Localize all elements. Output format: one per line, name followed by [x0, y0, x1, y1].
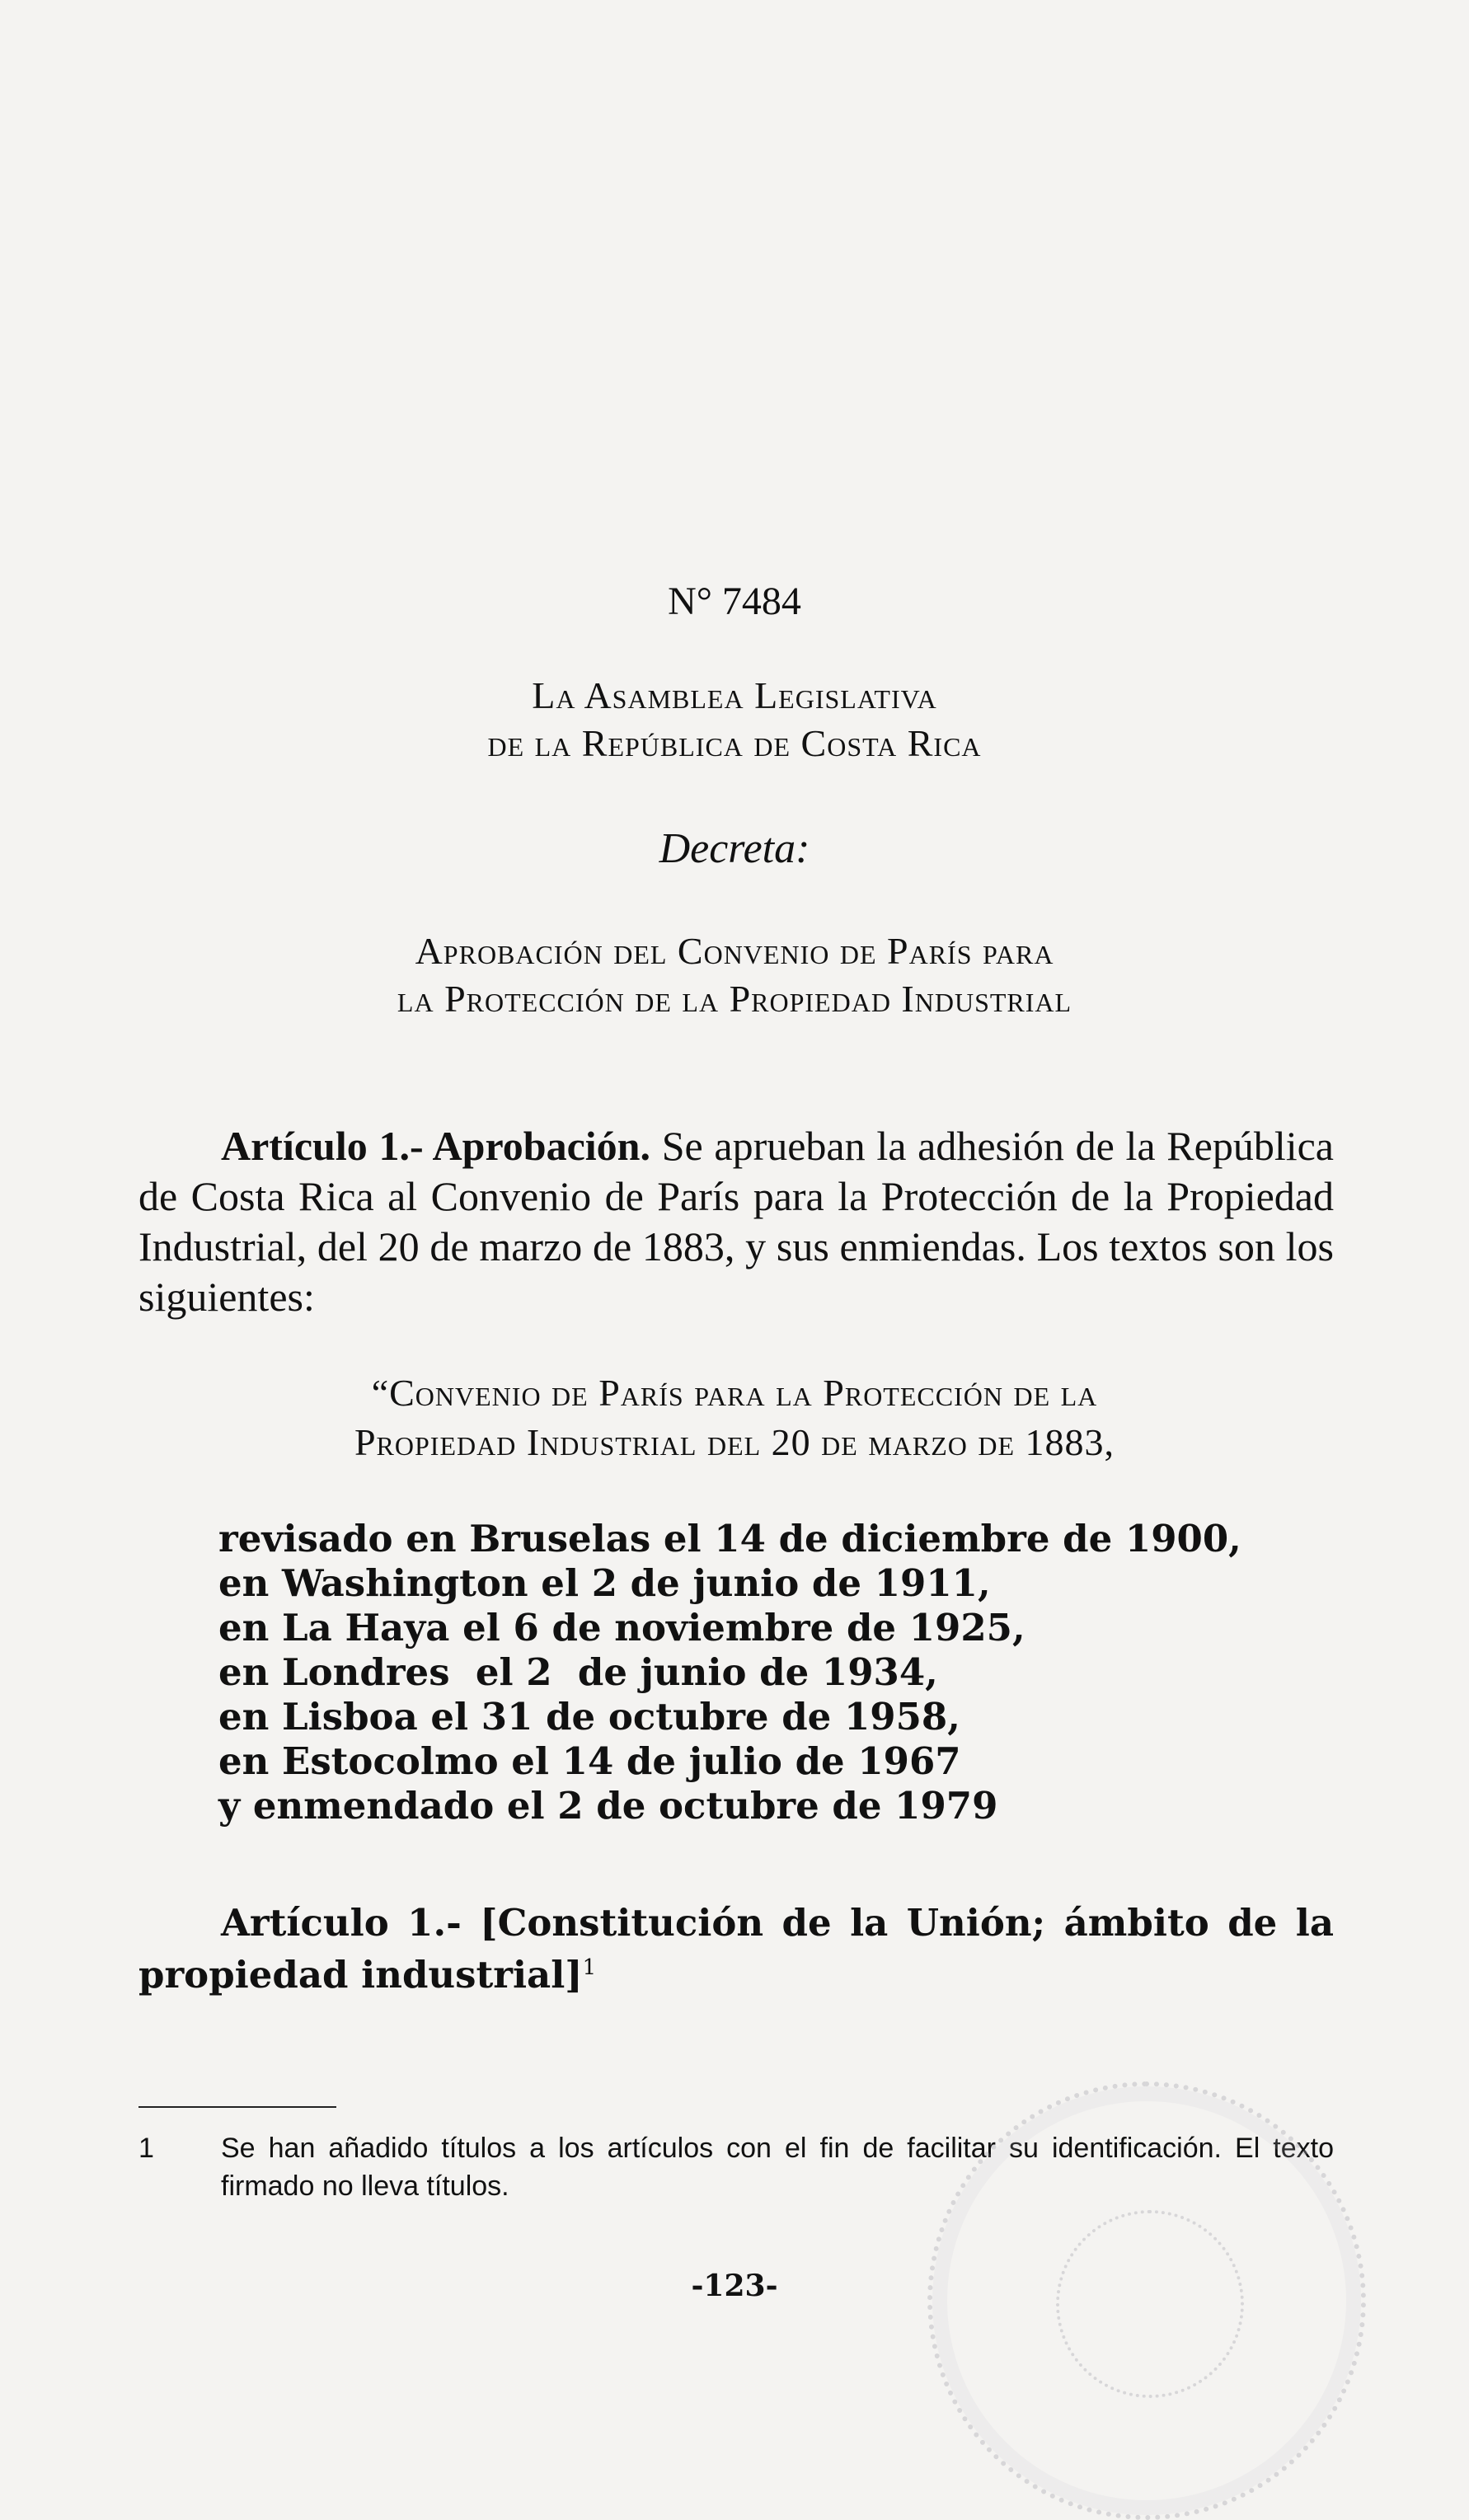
footnote-number: 1	[138, 2133, 154, 2164]
assembly-title	[0, 672, 1469, 767]
approval-title-line-2: la Protección de la Propiedad Industrial	[397, 978, 1072, 1020]
page-number: -123-	[691, 2269, 778, 2303]
approval-title	[0, 927, 1469, 1023]
embossed-seal	[927, 2081, 1366, 2520]
convention-heading-line-1: “Convenio de París para la Protección de la	[371, 1372, 1098, 1414]
article-1-body: Se aprueban la adhesión de la República de Costa Rica al Convenio de París para la Protección de la Propiedad Industrial, del 20 de marzo de 1883, y sus enmiendas. Los textos son los siguientes:	[138, 1123, 1335, 1320]
footnote-text: Se han añadido títulos a los artículos con el fin de facilitar su identificación. El texto firmado no lleva títulos.	[221, 2133, 1334, 2202]
approval-title-line-1: Aprobación del Convenio de París para	[415, 930, 1054, 972]
assembly-title-line-2: de la República de Costa Rica	[487, 722, 982, 764]
assembly-title-line-1: La Asamblea Legislativa	[532, 674, 937, 716]
revision-line: en Londres el 2 de junio de 1934,	[218, 1650, 938, 1694]
footnote-reference: 1	[582, 1955, 597, 1980]
revision-line: en Washington el 2 de junio de 1911,	[218, 1561, 991, 1605]
revision-list	[218, 1517, 1290, 1828]
embossed-seal-center	[1056, 2210, 1244, 2398]
article-1-union-text: Artículo 1.- [Constitución de la Unión; ámbito de la propiedad industrial]	[138, 1901, 1334, 1997]
law-number: N° 7484	[668, 580, 801, 623]
convention-heading-line-2: Propiedad Industrial del 20 de marzo de 1883,	[354, 1421, 1115, 1463]
revision-line: revisado en Bruselas el 14 de diciembre de 1900,	[218, 1517, 1241, 1560]
decree-heading: Decreta:	[659, 825, 810, 872]
revision-line: y enmendado el 2 de octubre de 1979	[218, 1784, 998, 1828]
revision-line: en Lisboa el 31 de octubre de 1958,	[218, 1695, 960, 1739]
convention-heading	[0, 1368, 1469, 1467]
revision-line: en La Haya el 6 de noviembre de 1925,	[218, 1606, 1025, 1649]
article-1-union-heading	[138, 1900, 1334, 1997]
article-1-approval	[138, 1121, 1334, 1322]
article-1-heading: Artículo 1.- Aprobación.	[221, 1123, 650, 1169]
revision-line: en Estocolmo el 14 de julio de 1967	[218, 1739, 961, 1783]
footnote-divider	[138, 2106, 336, 2108]
